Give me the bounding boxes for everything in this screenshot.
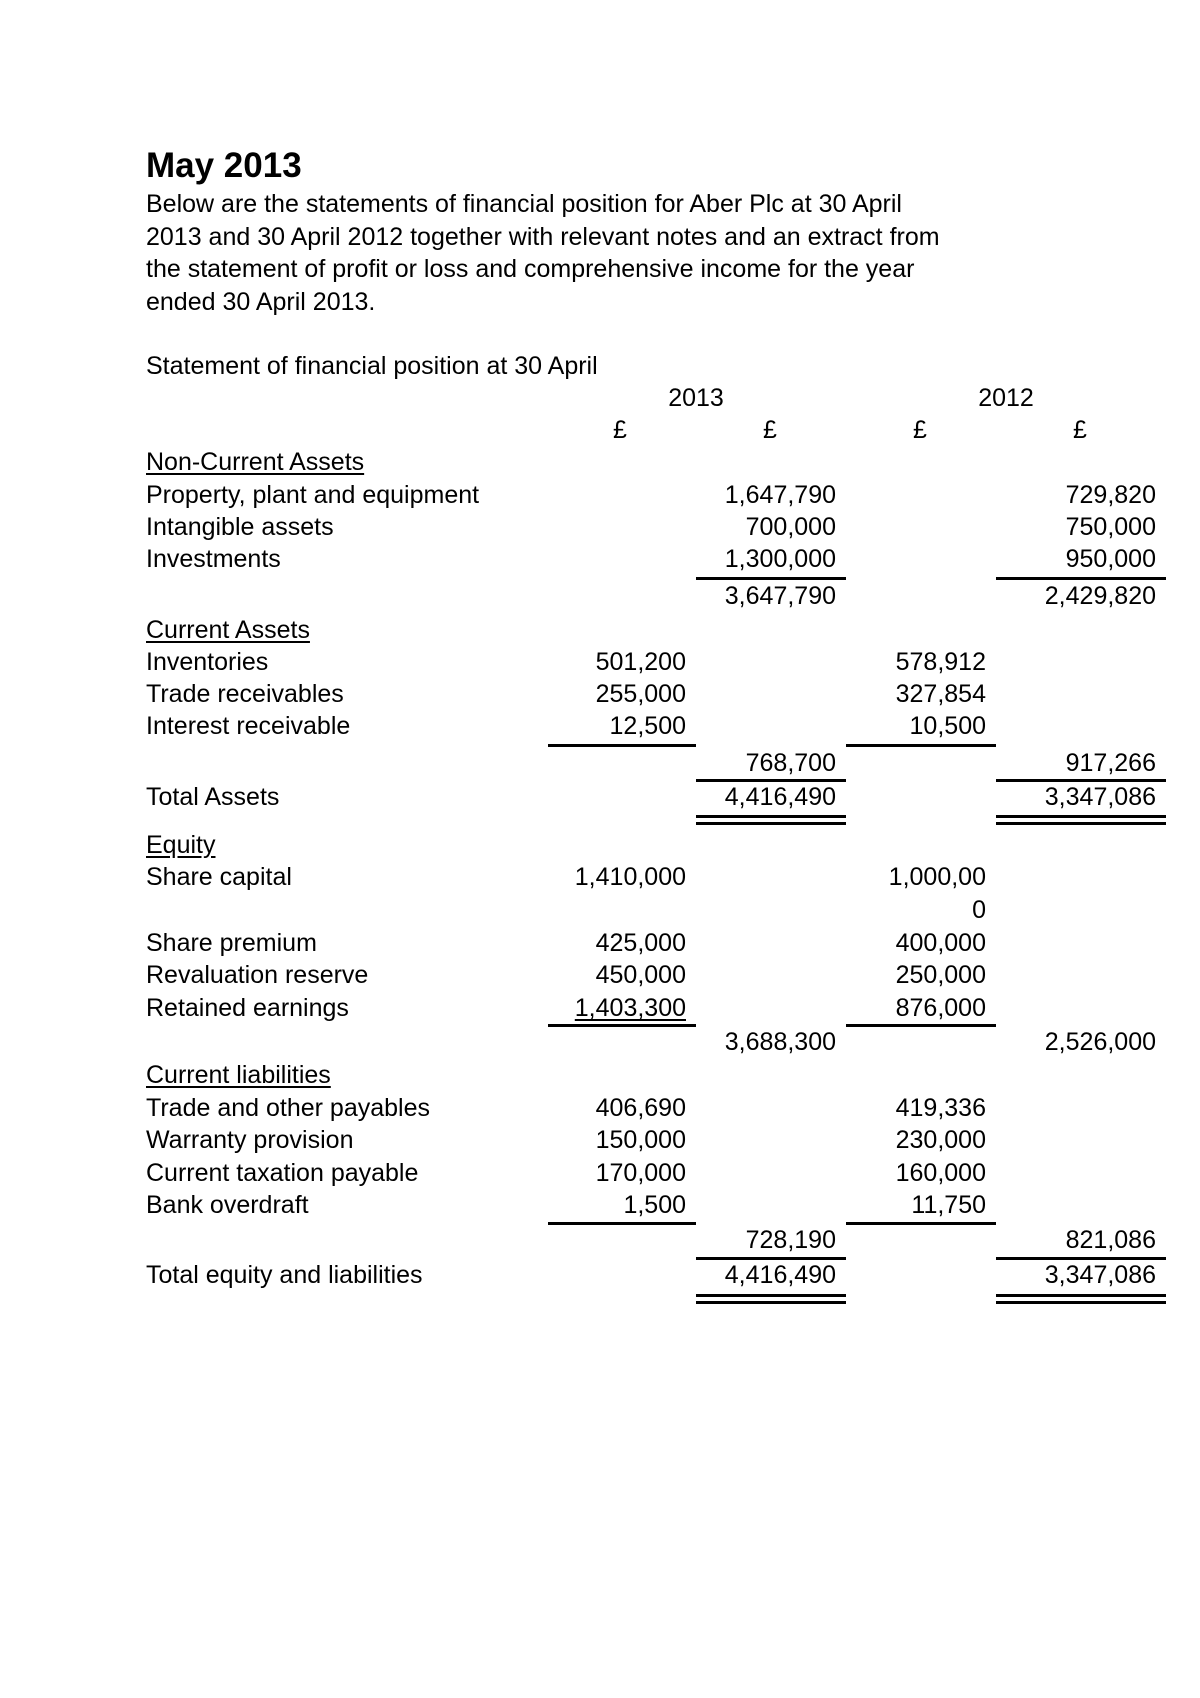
double-underline — [996, 1294, 1166, 1304]
row-label: Interest receivable — [146, 712, 351, 740]
section-heading-non-current-assets: Non-Current Assets — [146, 448, 365, 476]
page-title: May 2013 — [146, 146, 302, 185]
intro-line: ended 30 April 2013. — [146, 287, 376, 316]
value-2013: 1,500 — [623, 1191, 686, 1219]
double-underline — [996, 815, 1166, 825]
row-label: Retained earnings — [146, 994, 349, 1022]
total-assets-2012: 3,347,086 — [1044, 783, 1156, 811]
subtotal-rule — [846, 744, 996, 747]
value-2012: 327,854 — [895, 680, 986, 708]
value-2013: 12,500 — [609, 712, 686, 740]
subtotal-2013: 3,688,300 — [724, 1028, 836, 1056]
subtotal-rule — [846, 1024, 996, 1027]
value-2012: 400,000 — [895, 929, 986, 957]
section-heading-current-liabilities: Current liabilities — [146, 1061, 331, 1089]
subtotal-rule — [846, 1222, 996, 1225]
subtotal-2013: 728,190 — [745, 1226, 836, 1254]
subtotal-2012: 2,429,820 — [1044, 582, 1156, 610]
value-2012: 876,000 — [895, 994, 986, 1022]
value-2012: 230,000 — [895, 1126, 986, 1154]
subtotal-2013: 3,647,790 — [724, 582, 836, 610]
currency-symbol-2012-a: £ — [913, 416, 927, 444]
row-label: Bank overdraft — [146, 1191, 309, 1219]
total-assets-2013: 4,416,490 — [724, 783, 836, 811]
value-2013: 406,690 — [595, 1094, 686, 1122]
value-2012: 729,820 — [1065, 481, 1156, 509]
row-label: Share premium — [146, 929, 317, 957]
value-2013: 150,000 — [595, 1126, 686, 1154]
row-label: Trade and other payables — [146, 1094, 430, 1122]
value-2013: 700,000 — [745, 513, 836, 541]
value-2012: 250,000 — [895, 961, 986, 989]
row-label: Revaluation reserve — [146, 961, 369, 989]
row-label: Current taxation payable — [146, 1159, 419, 1187]
value-2012: 1,000,00 — [888, 863, 986, 891]
row-label: Trade receivables — [146, 680, 344, 708]
value-2013: 501,200 — [595, 648, 686, 676]
value-2013: 170,000 — [595, 1159, 686, 1187]
currency-symbol-2013-b: £ — [763, 416, 777, 444]
total-equity-liabilities-2013: 4,416,490 — [724, 1261, 836, 1289]
value-2012-wrap: 0 — [972, 896, 986, 924]
intro-paragraph — [146, 188, 1106, 318]
value-2012: 950,000 — [1065, 545, 1156, 573]
row-label: Intangible assets — [146, 513, 334, 541]
value-2012: 160,000 — [895, 1159, 986, 1187]
value-2013: 425,000 — [595, 929, 686, 957]
statement-heading: Statement of financial position at 30 April — [146, 352, 598, 380]
section-heading-current-assets: Current Assets — [146, 616, 310, 644]
value-2012: 750,000 — [1065, 513, 1156, 541]
intro-line: Below are the statements of financial position for Aber Plc at 30 April — [146, 190, 902, 218]
value-2013: 1,410,000 — [574, 863, 686, 891]
value-2012: 419,336 — [895, 1094, 986, 1122]
value-2013: 1,403,300 — [574, 994, 686, 1022]
total-equity-liabilities-label: Total equity and liabilities — [146, 1261, 423, 1289]
value-2013: 255,000 — [595, 680, 686, 708]
total-assets-label: Total Assets — [146, 783, 280, 811]
year-header-2012: 2012 — [978, 384, 1034, 412]
row-label: Investments — [146, 545, 281, 573]
year-header-2013: 2013 — [668, 384, 724, 412]
double-underline — [696, 1294, 846, 1304]
value-2012: 10,500 — [909, 712, 986, 740]
value-2012: 578,912 — [895, 648, 986, 676]
double-underline — [696, 815, 846, 825]
row-label: Share capital — [146, 863, 292, 891]
subtotal-2013: 768,700 — [745, 749, 836, 777]
total-equity-liabilities-2012: 3,347,086 — [1044, 1261, 1156, 1289]
value-2012: 11,750 — [911, 1191, 986, 1219]
row-label: Property, plant and equipment — [146, 481, 480, 509]
value-2013: 1,300,000 — [724, 545, 836, 573]
currency-symbol-2013-a: £ — [613, 416, 627, 444]
subtotal-2012: 917,266 — [1065, 749, 1156, 777]
currency-symbol-2012-b: £ — [1073, 416, 1087, 444]
intro-line: 2013 and 30 April 2012 together with relevant notes and an extract from — [146, 222, 940, 251]
subtotal-2012: 2,526,000 — [1044, 1028, 1156, 1056]
section-heading-equity: Equity — [146, 831, 216, 859]
value-2013: 450,000 — [595, 961, 686, 989]
value-2013: 1,647,790 — [724, 481, 836, 509]
row-label: Inventories — [146, 648, 269, 676]
subtotal-2012: 821,086 — [1065, 1226, 1156, 1254]
row-label: Warranty provision — [146, 1126, 354, 1154]
intro-line: the statement of profit or loss and comprehensive income for the year — [146, 255, 915, 283]
